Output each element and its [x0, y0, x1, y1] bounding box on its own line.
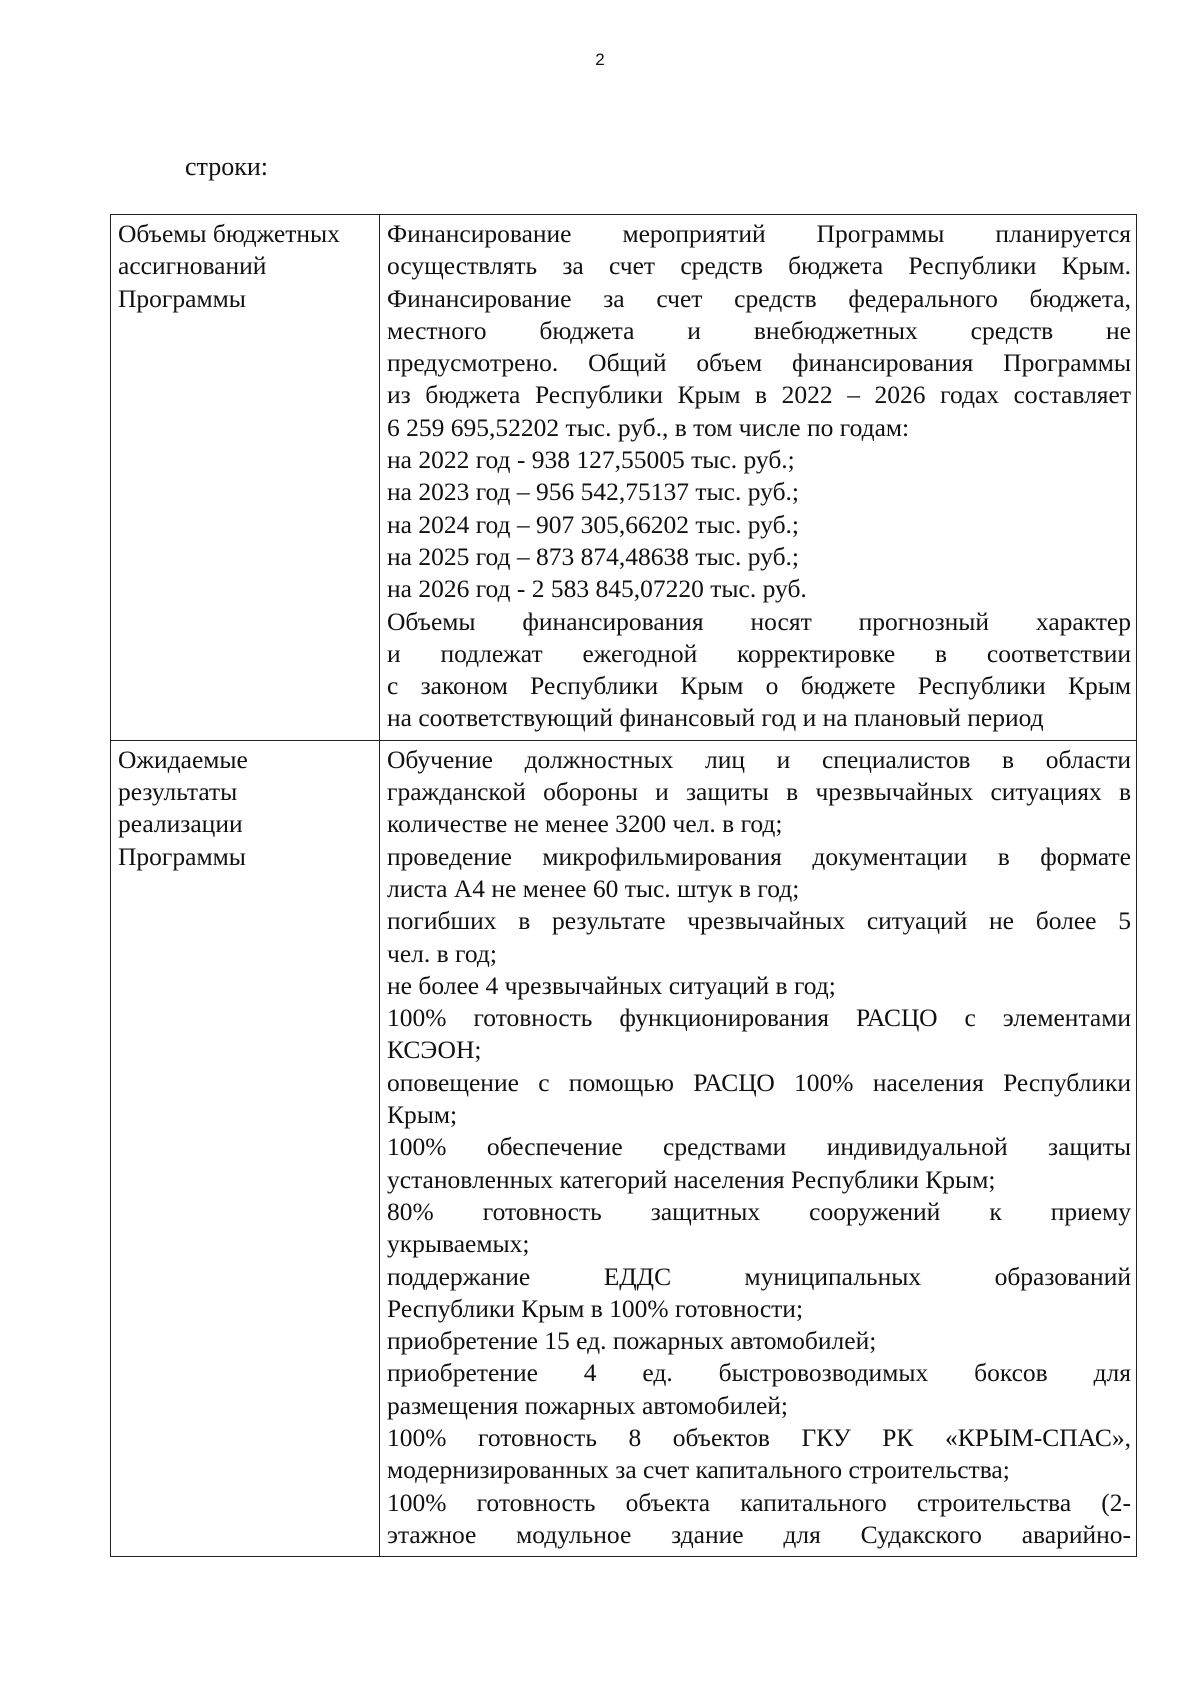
content-line: и подлежат ежегодной корректировке в соответствии [387, 638, 1131, 668]
row-label-line: ассигнований [118, 251, 267, 281]
row-label-cell [111, 215, 380, 741]
content-line: осуществлять за счет средств бюджета Республики Крым. [387, 251, 1131, 281]
content-line: приобретение 4 ед. быстровозводимых боксов для [387, 1358, 1131, 1388]
content-line: чел. в год; [387, 938, 497, 968]
row-content-cell [380, 215, 1137, 741]
content-line: предусмотрено. Общий объем финансирования Программы [387, 348, 1131, 378]
content-line: 100% готовность функционирования РАСЦО с элементами [387, 1003, 1131, 1033]
content-line: поддержание ЕДДС муниципальных образований [387, 1261, 1131, 1291]
content-line: Обучение должностных лиц и специалистов в области [387, 744, 1131, 774]
content-line: установленных категорий населения Республики Крым; [387, 1164, 996, 1194]
content-line: Объемы финансирования носят прогнозный характер [387, 606, 1131, 636]
table-row [111, 740, 1137, 1556]
content-line: с законом Республики Крым о бюджете Республики Крым [387, 671, 1131, 701]
content-line: количестве не менее 3200 чел. в год; [387, 809, 783, 839]
content-line: из бюджета Республики Крым в 2022 – 2026 годах составляет [387, 380, 1131, 410]
row-label-line: Ожидаемые [118, 744, 248, 774]
content-line: КСЭОН; [387, 1035, 482, 1065]
content-line: проведение микрофильмирования документации в формате [387, 841, 1131, 871]
content-line: размещения пожарных автомобилей; [387, 1390, 789, 1420]
content-line: приобретение 15 ед. пожарных автомобилей; [387, 1326, 877, 1356]
table-row [111, 215, 1137, 741]
passport-table [110, 214, 1137, 1557]
row-label-cell [111, 740, 380, 1556]
content-line: на 2025 год – 873 874,48638 тыс. руб.; [387, 541, 800, 571]
content-line: листа А4 не менее 60 тыс. штук в год; [387, 873, 800, 903]
content-line: модернизированных за счет капитального строительства; [387, 1455, 1010, 1485]
content-line: 80% готовность защитных сооружений к приему [387, 1196, 1131, 1226]
content-line: не более 4 чрезвычайных ситуаций в год; [387, 970, 836, 1000]
content-line: Финансирование мероприятий Программы планируется [387, 219, 1131, 248]
row-label-line: результаты [118, 777, 238, 807]
content-line: на соответствующий финансовый год и на плановый период [387, 703, 1044, 733]
content-line: 100% готовность объекта капитального строительства (2- [387, 1487, 1131, 1517]
page-number: 2 [595, 50, 605, 69]
content-line: погибших в результате чрезвычайных ситуаций не более 5 [387, 906, 1131, 936]
content-line: оповещение с помощью РАСЦО 100% населения Республики [387, 1067, 1131, 1097]
content-line: местного бюджета и внебюджетных средств не [387, 315, 1131, 345]
content-line: 100% обеспечение средствами индивидуальной защиты [387, 1132, 1131, 1162]
content-line: Финансирование за счет средств федерального бюджета, [387, 283, 1131, 313]
row-label-line: Программы [118, 283, 246, 313]
intro-text: строки: [185, 152, 268, 181]
content-line: на 2024 год – 907 305,66202 тыс. руб.; [387, 509, 800, 539]
content-line: на 2026 год - 2 583 845,07220 тыс. руб. [387, 574, 807, 604]
content-line: 100% готовность 8 объектов ГКУ РК «КРЫМ-СПАС», [387, 1422, 1131, 1452]
row-content-cell [380, 740, 1137, 1556]
row-label-line: Программы [118, 841, 246, 871]
row-label-line: реализации [118, 809, 243, 839]
content-line: на 2023 год – 956 542,75137 тыс. руб.; [387, 477, 800, 507]
content-line: Республики Крым в 100% готовности; [387, 1293, 804, 1323]
content-line: на 2022 год - 938 127,55005 тыс. руб.; [387, 445, 795, 475]
content-line: 6 259 695,52202 тыс. руб., в том числе по годам: [387, 412, 910, 442]
content-line: Крым; [387, 1100, 458, 1130]
content-line: этажное модульное здание для Судакского аварийно- [387, 1519, 1131, 1549]
row-label-line: Объемы бюджетных [118, 219, 340, 248]
content-line: укрываемых; [387, 1229, 530, 1259]
content-line: гражданской обороны и защиты в чрезвычайных ситуациях в [387, 777, 1131, 807]
